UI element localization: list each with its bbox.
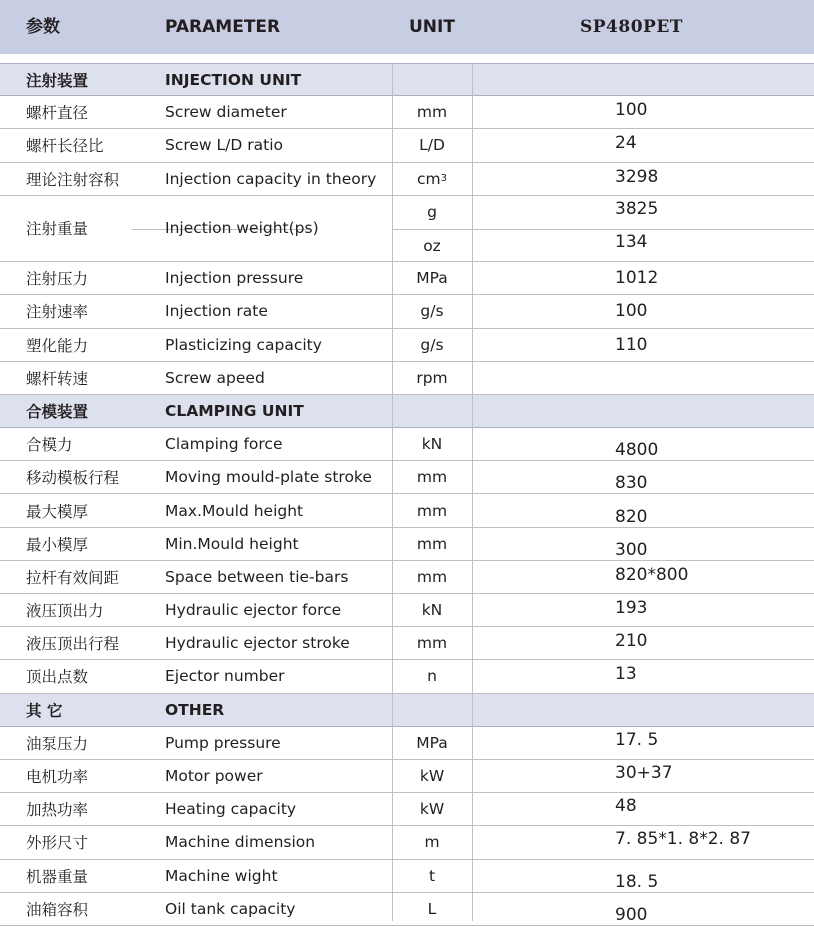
row-unit: mm: [416, 534, 448, 553]
table-row: [0, 561, 814, 594]
row-en: Heating capacity: [165, 800, 297, 819]
row-en: Max.Mould height: [165, 501, 304, 520]
table-row-merged: [0, 196, 814, 262]
row-cn: 螺杆直径: [26, 104, 89, 123]
row-unit: kN: [421, 601, 443, 620]
row-value: 900: [615, 904, 648, 925]
table-row: [0, 660, 814, 693]
section-cn: 注射装置: [26, 71, 89, 90]
row-unit: L/D: [419, 136, 445, 155]
row-cn: 拉杆有效间距: [26, 568, 120, 587]
row-value: 24: [615, 133, 637, 154]
row-en: Injection weight(ps): [165, 219, 319, 238]
row-value: 300: [615, 539, 648, 560]
row-cn: 顶出点数: [26, 668, 89, 687]
table-row: [0, 163, 814, 196]
row-en: Motor power: [165, 767, 263, 786]
row-en: Screw diameter: [165, 103, 287, 122]
row-en: Screw L/D ratio: [165, 136, 283, 155]
row-value: 193: [615, 598, 648, 619]
row-cn: 机器重量: [26, 867, 89, 886]
column-divider: [392, 63, 393, 921]
row-value: 3825: [615, 198, 659, 219]
table-row: [0, 860, 814, 893]
row-en: Machine wight: [165, 866, 278, 885]
table-row: [0, 262, 814, 295]
row-en: Injection capacity in theory: [165, 169, 377, 188]
header-unit: UNIT: [409, 17, 455, 37]
row-unit: n: [427, 667, 437, 686]
row-value: 110: [615, 334, 648, 355]
row-cn: 塑化能力: [26, 336, 89, 355]
row-unit: MPa: [416, 269, 448, 288]
row-value: 4800: [615, 440, 659, 461]
column-divider: [472, 63, 473, 921]
table-row: [0, 528, 814, 561]
row-value: 30+37: [615, 762, 673, 783]
row-cn: 最小模厚: [26, 535, 89, 554]
table-row: [0, 461, 814, 494]
table-row: [0, 295, 814, 328]
row-unit: g: [427, 203, 437, 222]
row-value: 48: [615, 796, 637, 817]
table-row: [0, 793, 814, 826]
section-en: CLAMPING UNIT: [165, 401, 304, 420]
section-cn: 其 它: [26, 701, 63, 720]
row-unit: g/s: [420, 302, 444, 321]
table-row: [0, 96, 814, 129]
row-cn: 移动模板行程: [26, 469, 120, 488]
row-value: 17. 5: [615, 729, 659, 750]
row-value: 820: [615, 506, 648, 527]
row-cn: 外形尺寸: [26, 834, 89, 853]
row-en: Injection pressure: [165, 269, 304, 288]
row-cn: 液压顶出力: [26, 602, 104, 621]
table-header: [0, 0, 814, 54]
spec-table: [0, 63, 814, 926]
table-row: [0, 129, 814, 162]
row-cn: 合模力: [26, 436, 73, 455]
row-en: Machine dimension: [165, 833, 316, 852]
row-unit: MPa: [416, 733, 448, 752]
row-cn: 油箱容积: [26, 900, 89, 919]
row-unit: L: [427, 899, 437, 918]
row-unit: g/s: [420, 335, 444, 354]
row-value: 100: [615, 301, 648, 322]
row-cn: 液压顶出行程: [26, 635, 120, 654]
section-cn: 合模装置: [26, 402, 89, 421]
row-unit: mm: [416, 501, 448, 520]
row-en: Ejector number: [165, 667, 285, 686]
row-en: Moving mould-plate stroke: [165, 468, 372, 487]
table-row: [0, 727, 814, 760]
row-cn: 油泵压力: [26, 734, 89, 753]
table-row: [0, 826, 814, 859]
row-cn: 注射速率: [26, 303, 89, 322]
row-cn: 螺杆长径比: [26, 137, 104, 156]
row-unit: m: [424, 833, 440, 852]
row-value: 18. 5: [615, 871, 659, 892]
row-cn: 螺杆转速: [26, 369, 89, 388]
row-value: 100: [615, 100, 648, 121]
row-en: Injection rate: [165, 302, 268, 321]
row-value: 210: [615, 631, 648, 652]
section-en: OTHER: [165, 700, 225, 719]
row-en: Min.Mould height: [165, 534, 299, 553]
table-row: [0, 362, 814, 395]
section-clamping: [0, 395, 814, 428]
row-cn: 电机功率: [26, 768, 89, 787]
row-unit: mm: [416, 567, 448, 586]
section-en: INJECTION UNIT: [165, 70, 302, 89]
row-unit: kW: [419, 767, 445, 786]
row-en: Pump pressure: [165, 733, 281, 752]
row-unit: rpm: [416, 368, 448, 387]
row-unit: oz: [423, 236, 441, 255]
section-other: [0, 694, 814, 727]
table-row: [0, 494, 814, 527]
row-en: Oil tank capacity: [165, 899, 296, 918]
row-value: 820*800: [615, 564, 689, 585]
table-row: [0, 428, 814, 461]
row-unit: mm: [416, 103, 448, 122]
section-injection: [0, 63, 814, 96]
row-en: Screw apeed: [165, 368, 265, 387]
row-unit: t: [428, 866, 436, 885]
row-value: 13: [615, 664, 637, 685]
row-unit: kW: [419, 800, 445, 819]
row-unit: cm 3: [417, 169, 447, 188]
row-unit: mm: [416, 468, 448, 487]
table-row: [0, 594, 814, 627]
header-cn: 参数: [26, 17, 60, 37]
row-en: Space between tie-bars: [165, 567, 349, 586]
row-value: 7. 85*1. 8*2. 87: [615, 829, 751, 850]
row-value: 830: [615, 473, 648, 494]
table-row: [0, 760, 814, 793]
row-en: Hydraulic ejector force: [165, 601, 342, 620]
table-row: [0, 627, 814, 660]
row-cn: 注射压力: [26, 270, 89, 289]
header-parameter: PARAMETER: [165, 17, 281, 37]
row-value: 3298: [615, 166, 659, 187]
unit-text: cm: [417, 169, 441, 188]
row-unit: mm: [416, 634, 448, 653]
row-en: Hydraulic ejector stroke: [165, 634, 350, 653]
row-cn: 理论注射容积: [26, 170, 120, 189]
row-cn: 注射重量: [26, 220, 89, 239]
header-model: SP480PET: [580, 17, 683, 37]
row-en: Clamping force: [165, 435, 283, 454]
row-cn: 最大模厚: [26, 502, 89, 521]
row-value: 1012: [615, 268, 659, 289]
table-row: [0, 329, 814, 362]
row-cn: 加热功率: [26, 801, 89, 820]
row-value: 134: [615, 231, 648, 252]
row-en: Plasticizing capacity: [165, 335, 322, 354]
row-unit: kN: [421, 435, 443, 454]
